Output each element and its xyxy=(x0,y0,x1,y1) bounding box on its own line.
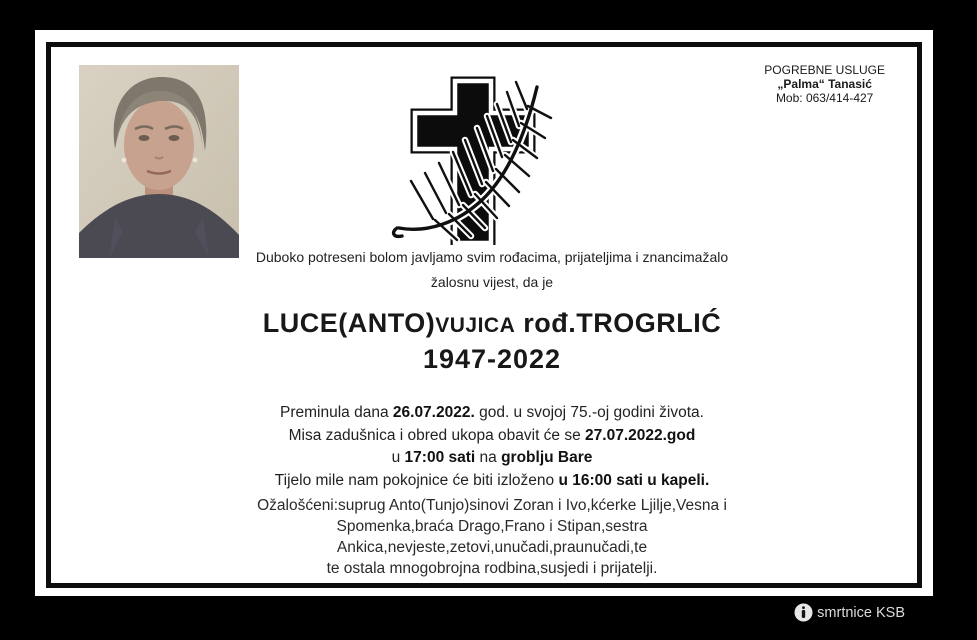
death-date: 26.07.2022. xyxy=(392,404,475,421)
deceased-years: 1947-2022 xyxy=(422,344,562,374)
viewing-time: u 16:00 sati u kapeli. xyxy=(558,471,710,489)
deceased-name-maiden: TROGRLIĆ xyxy=(576,308,722,338)
provider-title: POGREBNE USLUGE xyxy=(764,63,885,77)
intro-paragraph xyxy=(43,245,941,295)
announcement-line-3: u 17:00 sati na groblju Bare xyxy=(391,449,593,466)
mourners-line-2: Spomenka,braća Drago,Frano i Stipan,sestra xyxy=(336,518,648,535)
funeral-provider-block xyxy=(764,63,885,105)
deceased-photo xyxy=(79,65,239,258)
announcement-paragraph xyxy=(43,402,941,492)
watermark-label: smrtnice KSB xyxy=(817,604,905,621)
mourners-line-4: te ostala mnogobrojna rodbina,susjedi i prijatelji. xyxy=(326,560,658,577)
funeral-date: 27.07.2022.god xyxy=(585,426,696,444)
announcement-line-2: Misa zadušnica i obred ukopa obavit će se 27.07.2022.god xyxy=(288,426,696,444)
mourners-line-1: Ožalošćeni:suprug Anto(Tunjo)sinovi Zoran i Ivo,kćerke Ljilje,Vesna i xyxy=(257,497,727,514)
notice-text-column xyxy=(43,245,941,579)
deceased-photo-image xyxy=(79,65,239,258)
mourners-line-3: Ankica,nevjeste,zetovi,unučadi,praunučadi,te xyxy=(336,539,648,556)
announcement-line-1: Preminula dana 26.07.2022. god. u svojoj 75.-oj godini života. xyxy=(280,404,704,421)
cemetery-name: groblju Bare xyxy=(501,449,593,466)
mourners-paragraph xyxy=(43,495,941,579)
deceased-name-given: LUCE(ANTO) xyxy=(262,308,436,338)
announcement-line-4: Tijelo mile nam pokojnice će biti izloženo u 16:00 sati u kapeli. xyxy=(274,471,710,489)
site-watermark xyxy=(794,603,905,622)
memorial-card xyxy=(35,30,933,596)
cross-and-palm-icon xyxy=(385,75,605,245)
intro-line-2: žalosnu vijest, da je xyxy=(430,274,554,290)
deceased-name-surname: VUJICA xyxy=(435,314,516,337)
funeral-time: 17:00 sati xyxy=(404,449,476,466)
deceased-name xyxy=(43,308,941,339)
candle-icon xyxy=(794,603,813,622)
provider-phone: Mob: 063/414-427 xyxy=(775,91,874,105)
provider-name: „Palma“ Tanasić xyxy=(777,77,872,91)
intro-line-1: Duboko potreseni bolom javljamo svim rođacima, prijateljima i znancimažalo xyxy=(255,249,729,265)
deceased-name-rod: rođ. xyxy=(515,308,577,338)
